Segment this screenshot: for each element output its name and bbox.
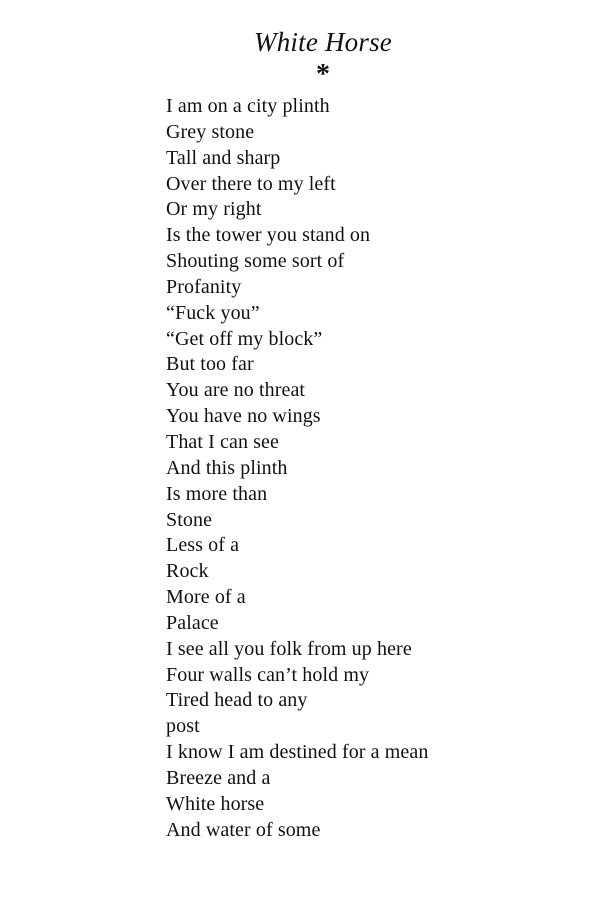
poem-body bbox=[166, 94, 428, 843]
poem-line: Profanity bbox=[166, 275, 242, 298]
poem-line: White horse bbox=[166, 792, 265, 815]
poem-line: Shouting some sort of bbox=[166, 250, 345, 273]
poem-line: You are no threat bbox=[166, 379, 306, 402]
poem-line: Tired head to any bbox=[166, 689, 308, 712]
poem-line: Rock bbox=[166, 560, 209, 583]
poem-line: Breeze and a bbox=[166, 766, 271, 789]
poem-line: “Fuck you” bbox=[166, 301, 260, 324]
poem-line: Less of a bbox=[166, 534, 240, 557]
poem-line: Palace bbox=[166, 611, 219, 634]
poem-line: Is more than bbox=[166, 482, 268, 505]
poem-line: post bbox=[166, 715, 200, 738]
poem-line: Is the tower you stand on bbox=[166, 224, 371, 247]
poem-line: And this plinth bbox=[166, 456, 288, 479]
poem-line: But too far bbox=[166, 353, 254, 376]
poem-line: That I can see bbox=[166, 430, 280, 453]
poem-line: I see all you folk from up here bbox=[166, 637, 412, 660]
poem-line: Tall and sharp bbox=[166, 146, 281, 169]
poem-line: Stone bbox=[166, 508, 213, 531]
poem-title: White Horse bbox=[254, 27, 392, 57]
poem-line: Or my right bbox=[166, 198, 262, 221]
poem-line: “Get off my block” bbox=[166, 327, 323, 350]
poem-line: You have no wings bbox=[166, 405, 321, 428]
poem-line: More of a bbox=[166, 586, 246, 609]
poem-line: Over there to my left bbox=[166, 172, 336, 195]
poem-line: I know I am destined for a mean bbox=[166, 741, 429, 764]
poem-line: Grey stone bbox=[166, 120, 255, 143]
poem-line: I am on a city plinth bbox=[166, 95, 330, 117]
poem-line: Four walls can’t hold my bbox=[166, 663, 370, 686]
asterisk-separator: * bbox=[316, 59, 330, 90]
poem-line: And water of some bbox=[166, 818, 321, 841]
